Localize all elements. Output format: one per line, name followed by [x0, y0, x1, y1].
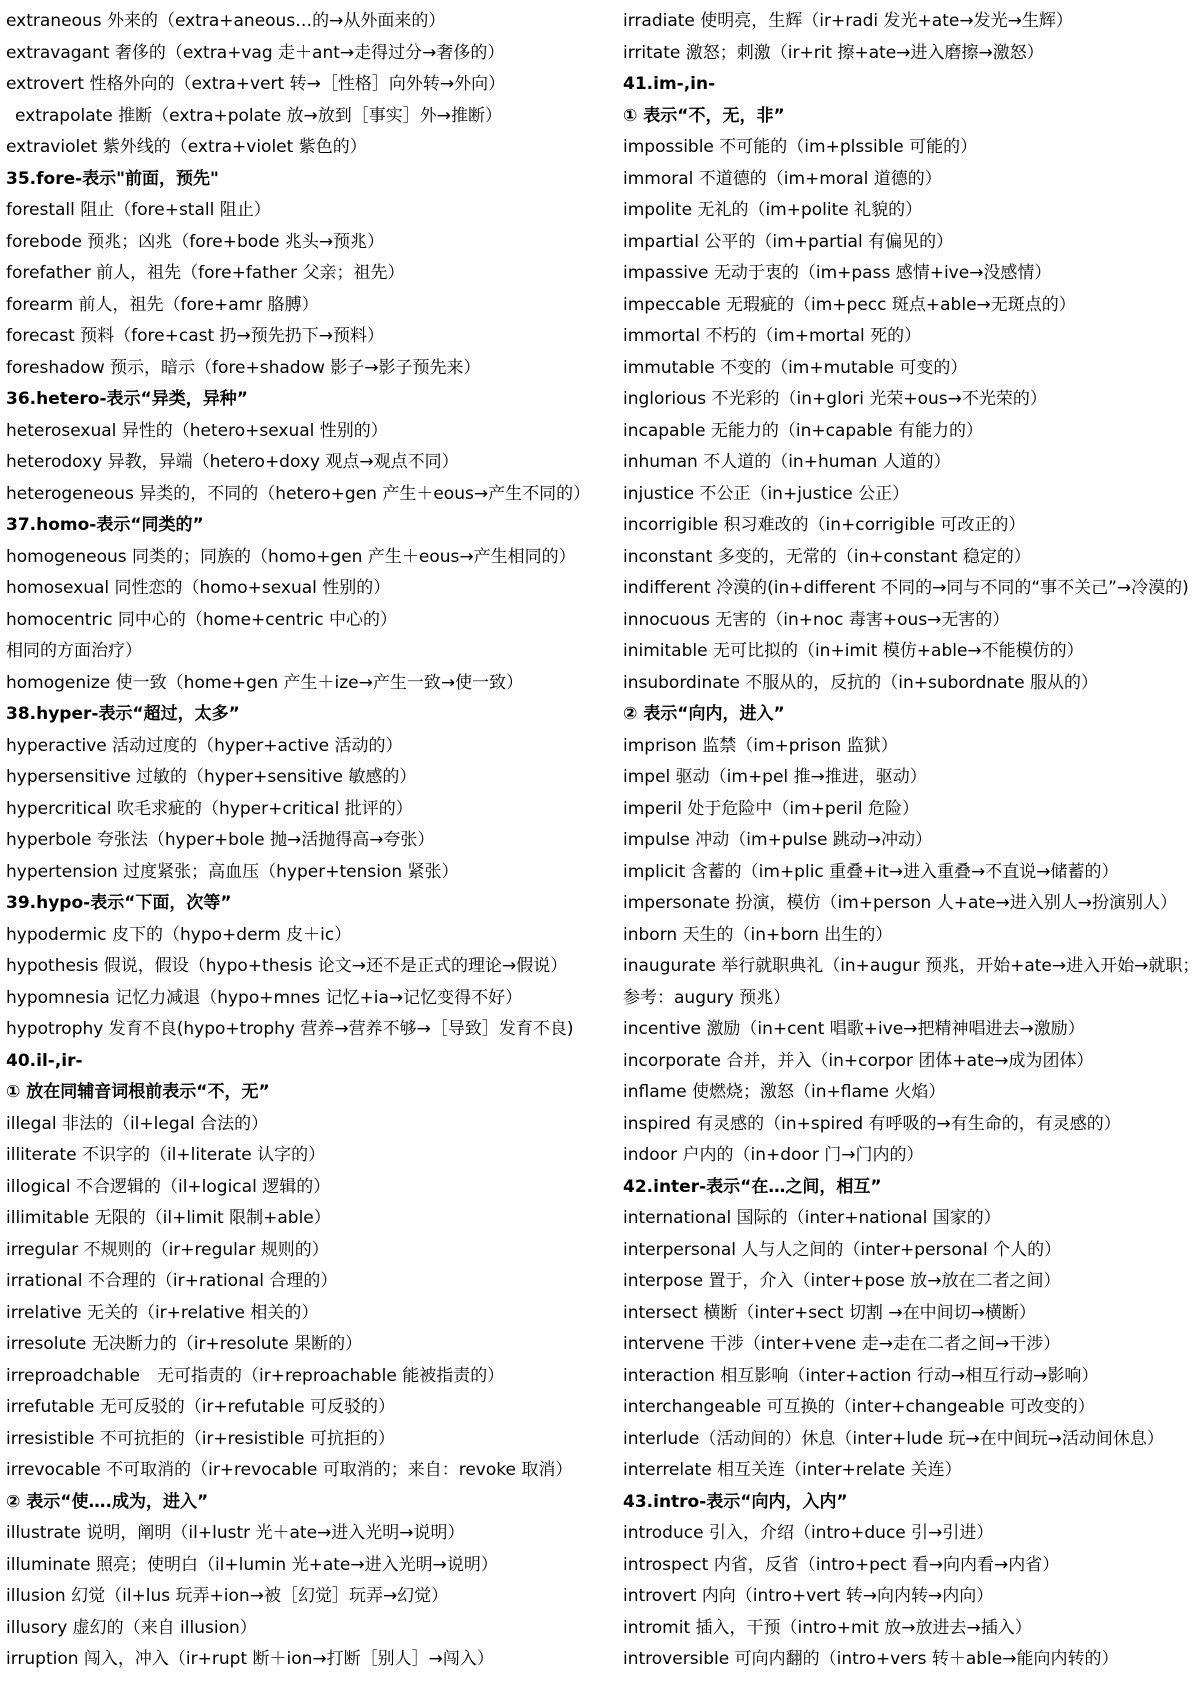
vocab-entry: immoral 不道德的（im+moral 道德的）: [623, 168, 942, 189]
vocab-entry: inglorious 不光彩的（in+glori 光荣+ous→不光荣的）: [623, 389, 1047, 409]
vocab-entry: inimitable 无可比拟的（in+imit 模仿+able→不能模仿的）: [623, 641, 1084, 661]
vocab-entry: homocentric 同中心的（home+centric 中心的）: [6, 609, 397, 630]
vocab-entry: forebode 预兆；凶兆（fore+bode 兆头→预兆）: [6, 231, 385, 252]
vocab-entry: extravagant 奢侈的（extra+vag 走＋ant→走得过分→奢侈的）: [6, 42, 505, 63]
section-heading: 41.im-,in-: [623, 74, 716, 94]
vocab-entry: irradiate 使明亮，生辉（ir+radi 发光+ate→发光→生辉）: [623, 11, 1073, 31]
section-heading: ① 放在同辅音词根前表示“不，无”: [6, 1082, 270, 1102]
vocab-entry: extrapolate 推断（extra+polate 放→放到［事实］外→推断）: [15, 105, 503, 126]
vocab-entry: innocuous 无害的（in+noc 毒害+ous→无害的）: [623, 609, 1010, 630]
vocab-entry: interaction 相互影响（inter+action 行动→相互行动→影响）: [623, 1365, 1099, 1386]
vocab-entry: indoor 户内的（in+door 门→门内的）: [623, 1145, 924, 1165]
vocab-entry: introspect 内省，反省（intro+pect 看→向内看→内省）: [623, 1554, 1060, 1575]
vocab-entry: homogenize 使一致（home+gen 产生＋ize→产生一致→使一致）: [6, 672, 524, 693]
section-heading: 39.hypo-表示“下面，次等”: [6, 893, 232, 913]
vocab-entry: heterosexual 异性的（hetero+sexual 性别的）: [6, 420, 388, 441]
vocab-entry: imprison 监禁（im+prison 监狱）: [623, 735, 898, 756]
vocab-entry: hypertension 过度紧张；高血压（hyper+tension 紧张）: [6, 861, 459, 882]
vocab-entry: hyperactive 活动过度的（hyper+active 活动的）: [6, 735, 403, 756]
section-heading: 36.hetero-表示“异类，异种”: [6, 389, 248, 409]
vocab-entry: illegal 非法的（il+legal 合法的）: [6, 1113, 269, 1134]
vocab-entry: inborn 天生的（in+born 出生的）: [623, 924, 893, 945]
vocab-entry: hypotrophy 发育不良(hypo+trophy 营养→营养不够→［导致］发育不良): [6, 1019, 574, 1039]
vocab-entry: indifferent 冷漠的(in+different 不同的→同与不同的“事不关己”→冷漠的): [623, 578, 1189, 598]
vocab-entry: irresolute 无决断力的（ir+resolute 果断的）: [6, 1334, 363, 1354]
vocab-entry: impel 驱动（im+pel 推→推进，驱动）: [623, 767, 927, 787]
vocab-entry: impeccable 无瑕疵的（im+pecc 斑点+able→无斑点的）: [623, 294, 1076, 315]
vocab-entry: impolite 无礼的（im+polite 礼貌的）: [623, 200, 923, 220]
vocab-entry: inhuman 不人道的（in+human 人道的）: [623, 452, 951, 472]
vocab-entry: irruption 闯入，冲入（ir+rupt 断＋ion→打断［别人］→闯入）: [6, 1649, 494, 1669]
vocab-entry: introvert 内向（intro+vert 转→向内转→内向）: [623, 1586, 994, 1606]
vocab-entry: homosexual 同性恋的（homo+sexual 性别的）: [6, 578, 391, 598]
vocab-entry: impersonate 扮演，模仿（im+person 人+ate→进入别人→扮演别人）: [623, 893, 1177, 913]
left-column: [6, 6, 606, 1676]
vocab-entry: inconstant 多变的，无常的（in+constant 稳定的）: [623, 546, 1031, 567]
vocab-entry: irrevocable 不可取消的（ir+revocable 可取消的；来自：revoke 取消）: [6, 1460, 573, 1480]
vocab-entry: homogeneous 同类的；同族的（homo+gen 产生＋eous→产生相同的）: [6, 546, 576, 567]
right-column: [623, 6, 1200, 1676]
vocab-entry: forecast 预料（fore+cast 扔→预先扔下→预料）: [6, 326, 385, 346]
vocab-entry: impossible 不可能的（im+plssible 可能的）: [623, 137, 978, 157]
section-heading: 40.il-,ir-: [6, 1050, 83, 1071]
vocab-entry: irreproadchable 无可指责的（ir+reproachable 能被指责的）: [6, 1365, 505, 1386]
vocab-entry: inaugurate 举行就职典礼（in+augur 预兆，开始+ate→进入开始→就职；: [623, 956, 1200, 976]
vocab-entry: hypersensitive 过敏的（hyper+sensitive 敏感的）: [6, 767, 417, 787]
vocab-entry: interpersonal 人与人之间的（inter+personal 个人的）: [623, 1239, 1062, 1260]
vocab-entry: forestall 阻止（fore+stall 阻止）: [6, 200, 271, 220]
vocab-entry: heterogeneous 异类的，不同的（hetero+gen 产生＋eous→产生不同的）: [6, 483, 591, 504]
section-heading: 38.hyper-表示“超过，太多”: [6, 704, 240, 724]
vocab-entry: intromit 插入，干预（intro+mit 放→放进去→插入）: [623, 1617, 1032, 1638]
vocab-entry: irregular 不规则的（ir+regular 规则的）: [6, 1239, 329, 1260]
vocab-entry: impassive 无动于衷的（im+pass 感情+ive→没感情）: [623, 263, 1052, 283]
vocab-entry: incorrigible 积习难改的（in+corrigible 可改正的）: [623, 515, 1026, 535]
vocab-entry: interchangeable 可互换的（inter+changeable 可改变的）: [623, 1397, 1095, 1417]
vocab-entry: intervene 干涉（inter+vene 走→走在二者之间→干涉）: [623, 1334, 1061, 1354]
section-heading: 42.inter-表示“在…之间，相互”: [623, 1176, 882, 1197]
vocab-entry: extrovert 性格外向的（extra+vert 转→［性格］向外转→外向）: [6, 74, 506, 94]
vocab-entry: interrelate 相互关连（inter+relate 关连）: [623, 1460, 962, 1480]
vocab-entry: irrational 不合理的（ir+rational 合理的）: [6, 1271, 338, 1291]
section-heading: 43.intro-表示“向内，入内”: [623, 1491, 848, 1512]
vocab-entry: international 国际的（inter+national 国家的）: [623, 1208, 1001, 1228]
vocab-entry: illimitable 无限的（il+limit 限制+able）: [6, 1208, 331, 1228]
vocab-entry: impartial 公平的（im+partial 有偏见的）: [623, 231, 954, 252]
vocab-entry: insubordinate 不服从的，反抗的（in+subordnate 服从的）: [623, 672, 1099, 693]
vocab-entry: foreshadow 预示，暗示（fore+shadow 影子→影子预先来）: [6, 357, 481, 378]
vocab-entry: illusion 幻觉（il+lus 玩弄+ion→被［幻觉］玩弄→幻觉）: [6, 1586, 449, 1606]
vocab-entry: hypercritical 吹毛求疵的（hyper+critical 批评的）: [6, 798, 413, 819]
section-heading: 35.fore-表示"前面，预先": [6, 168, 219, 189]
vocab-entry: irritate 激怒；刺激（ir+rit 擦+ate→进入磨擦→激怒）: [623, 42, 1044, 63]
vocab-entry: irrelative 无关的（ir+relative 相关的）: [6, 1302, 319, 1323]
vocab-entry: injustice 不公正（in+justice 公正）: [623, 483, 910, 504]
vocab-entry: intersect 横断（inter+sect 切割 →在中间切→横断）: [623, 1302, 1036, 1323]
vocab-entry: implicit 含蓄的（im+plic 重叠+it→进入重叠→不直说→储蓄的）: [623, 861, 1119, 882]
vocab-entry: hypothesis 假说，假设（hypo+thesis 论文→还不是正式的理论→假说）: [6, 956, 568, 976]
vocab-entry: incorporate 合并，并入（in+corpor 团体+ate→成为团体）: [623, 1050, 1094, 1071]
vocab-entry: illuminate 照亮；使明白（il+lumin 光+ate→进入光明→说明）: [6, 1554, 498, 1575]
vocab-entry: interlude（活动间的）休息（inter+lude 玩→在中间玩→活动间休息）: [623, 1428, 1164, 1449]
vocab-entry: irresistible 不可抗拒的（ir+resistible 可抗拒的）: [6, 1428, 395, 1449]
section-heading: ① 表示“不，无，非”: [623, 105, 785, 126]
vocab-entry: extraneous 外来的（extra+aneous…的→从外面来的）: [6, 11, 446, 31]
vocab-entry: imperil 处于危险中（im+peril 危险）: [623, 798, 919, 819]
vocab-entry: extraviolet 紫外线的（extra+violet 紫色的）: [6, 137, 367, 157]
vocab-entry: inflame 使燃烧；激怒（in+flame 火焰）: [623, 1082, 946, 1102]
vocab-entry: forefather 前人，祖先（fore+father 父亲；祖先）: [6, 263, 405, 283]
section-heading: 37.homo-表示“同类的”: [6, 515, 204, 535]
vocab-entry: forearm 前人，祖先（fore+amr 胳膊）: [6, 294, 319, 315]
vocab-entry: introduce 引入，介绍（intro+duce 引→引进）: [623, 1523, 994, 1543]
vocab-entry: immortal 不朽的（im+mortal 死的）: [623, 326, 922, 346]
vocab-entry: 参考：augury 预兆）: [623, 987, 791, 1008]
vocab-entry: illogical 不合逻辑的（il+logical 逻辑的）: [6, 1176, 331, 1197]
vocab-entry: interpose 置于，介入（inter+pose 放→放在二者之间）: [623, 1271, 1061, 1291]
vocab-entry: hypomnesia 记忆力减退（hypo+mnes 记忆+ia→记忆变得不好）: [6, 987, 523, 1008]
vocab-entry: incapable 无能力的（in+capable 有能力的）: [623, 420, 983, 441]
vocab-entry: immutable 不变的（im+mutable 可变的）: [623, 357, 968, 378]
vocab-entry: hyperbole 夸张法（hyper+bole 抛→活抛得高→夸张）: [6, 830, 435, 850]
section-heading: ② 表示“向内，进入”: [623, 704, 785, 724]
vocab-entry: hypodermic 皮下的（hypo+derm 皮＋ic）: [6, 924, 352, 945]
vocab-entry: 相同的方面治疗）: [6, 641, 142, 661]
section-heading: ② 表示“使….成为，进入”: [6, 1491, 209, 1512]
vocab-entry: illusory 虚幻的（来自 illusion）: [6, 1617, 257, 1638]
vocab-entry: illustrate 说明，阐明（il+lustr 光＋ate→进入光明→说明）: [6, 1523, 465, 1543]
vocab-entry: irrefutable 无可反驳的（ir+refutable 可反驳的）: [6, 1397, 395, 1417]
vocab-entry: impulse 冲动（im+pulse 跳动→冲动）: [623, 830, 933, 850]
vocab-entry: illiterate 不识字的（il+literate 认字的）: [6, 1145, 326, 1165]
vocab-entry: heterodoxy 异教，异端（hetero+doxy 观点→观点不同）: [6, 452, 459, 472]
vocab-entry: inspired 有灵感的（in+spired 有呼吸的→有生命的，有灵感的）: [623, 1113, 1121, 1134]
vocab-entry: incentive 激励（in+cent 唱歌+ive→把精神唱进去→激励）: [623, 1019, 1085, 1039]
vocab-entry: introversible 可向内翻的（intro+vers 转＋able→能向内转的）: [623, 1649, 1119, 1669]
